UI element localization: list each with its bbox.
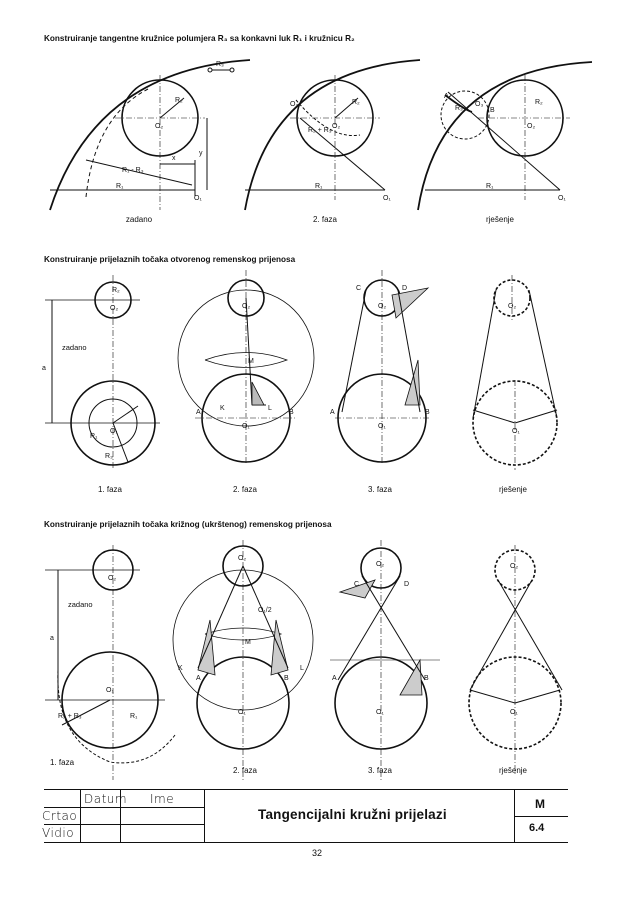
label-r1r3: R₁ - R₃ [122,167,144,174]
label-o2: O₂ [242,303,251,310]
label-o2: O₂ [510,563,519,570]
label-r1: R₁ [116,183,124,190]
fig-open-faza1 [42,275,160,470]
label-vidio: Vidio [42,826,75,840]
label-a: A [196,409,201,416]
label-r2: R₂ [535,99,543,106]
label-b: B [425,409,430,416]
label-r3: R₃ [105,453,113,460]
label-datum: Datum [84,792,128,806]
label-r1: R₁ [130,713,138,720]
fig-open-solution [473,275,557,470]
caption-cross-faza1: 1. faza [50,758,75,767]
label-r1: R₁ [90,433,98,440]
label-r1r2: R₂ + R₃ [58,713,82,720]
label-o1: O₁ [194,195,202,202]
caption-open-faza2: 2. faza [232,485,257,494]
label-o1: O₁ [106,687,114,694]
label-o2: O₂ [376,561,385,568]
label-crtao: Crtao [42,809,78,823]
page-number: 32 [312,848,323,858]
title-block [44,789,568,843]
fig-cross-solution [469,545,562,775]
label-o2: O₂ [332,123,341,130]
label-o1: O₁ [558,195,566,202]
code-number: 6.4 [529,822,545,834]
label-r2: R₂ [175,97,183,104]
fig-cross-faza3 [330,540,440,780]
section-title-crossed-belt: Konstruiranje prijelaznih točaka križnog (ukrštenog) remenskog prijenosa [44,520,332,529]
caption-tangent-solution: rješenje [485,215,514,224]
label-r1: R₁ [486,183,494,190]
label-a: A [196,675,201,682]
label-o1half: O₁/2 [258,607,272,614]
label-o1: O₁ [242,423,250,430]
label-x: x [172,155,176,162]
label-r1: R₁ [315,183,323,190]
label-o2: O₂ [527,123,536,130]
label-ime: Ime [150,792,175,806]
label-b: B [289,409,294,416]
fig-cross-faza2 [173,540,313,780]
label-o3: O₃ [475,101,484,108]
label-r3: R₃ [455,105,463,112]
label-o2: O₂ [110,305,119,312]
fig-cross-faza1 [45,545,175,780]
label-r2r3: R₂ + R₃ [308,127,332,134]
label-c: C [354,581,360,588]
section-title-tangent: Konstruiranje tangentne kružnice polumjera R₃ sa konkavni luk R₁ i kružnicu R₂ [44,34,355,43]
caption-cross-faza2: 2. faza [232,766,257,775]
label-o2: O₂ [508,303,517,310]
label-c: C [356,285,362,292]
label-distance-a: a [42,365,46,372]
label-zadano: zadano [62,343,87,352]
label-o2: O₂ [155,123,164,130]
code-letter: M [535,797,545,811]
fig-tangent-faza2 [245,60,420,210]
label-k: K [220,405,225,412]
label-m: M [245,639,251,646]
label-o1: O₁ [376,709,384,716]
fig-tangent-solution [418,62,592,210]
label-l: L [268,405,272,412]
label-o1: O₁ [512,428,520,435]
label-distance-a: a [50,635,54,642]
label-o1: O₁ [510,709,518,716]
fig-open-faza3 [330,270,430,465]
caption-open-solution: rješenje [498,485,527,494]
label-d: D [402,285,408,292]
drawing-title: Tangencijalni kružni prijelazi [258,807,447,822]
label-b: B [490,107,495,114]
caption-open-faza3: 3. faza [367,485,392,494]
label-b: B [424,675,429,682]
fig-open-faza2 [178,270,314,465]
label-o2: O₂ [108,575,117,582]
fig-tangent-zadano [50,60,250,210]
label-r2: R₂ [112,287,120,294]
caption-tangent-faza2: 2. faza [312,215,337,224]
label-o1: O₁ [378,423,386,430]
section-title-open-belt: Konstruiranje prijelaznih točaka otvorenog remenskog prijenosa [44,255,296,264]
caption-cross-faza3: 3. faza [367,766,392,775]
label-o2: O₂ [378,303,387,310]
label-r2: R₂ [352,99,360,106]
label-y: y [199,150,203,157]
label-o2: O₂ [238,555,247,562]
label-d: D [404,581,410,588]
label-m: M [248,358,254,365]
label-zadano: zadano [68,600,93,609]
label-a: A [332,675,337,682]
caption-tangent-zadano: zadano [125,215,153,224]
label-l: L [300,665,304,672]
label-r3: R₃ [216,61,224,68]
label-o3: O₃ [290,101,299,108]
label-a: A [330,409,335,416]
label-o1: O₁ [238,709,246,716]
caption-open-faza1: 1. faza [97,485,122,494]
label-o1: O₁ [110,428,118,435]
caption-cross-solution: rješenje [498,766,527,775]
label-o1: O₁ [383,195,391,202]
label-b: B [284,675,289,682]
label-a: A [444,93,449,100]
label-k: K [178,665,183,672]
